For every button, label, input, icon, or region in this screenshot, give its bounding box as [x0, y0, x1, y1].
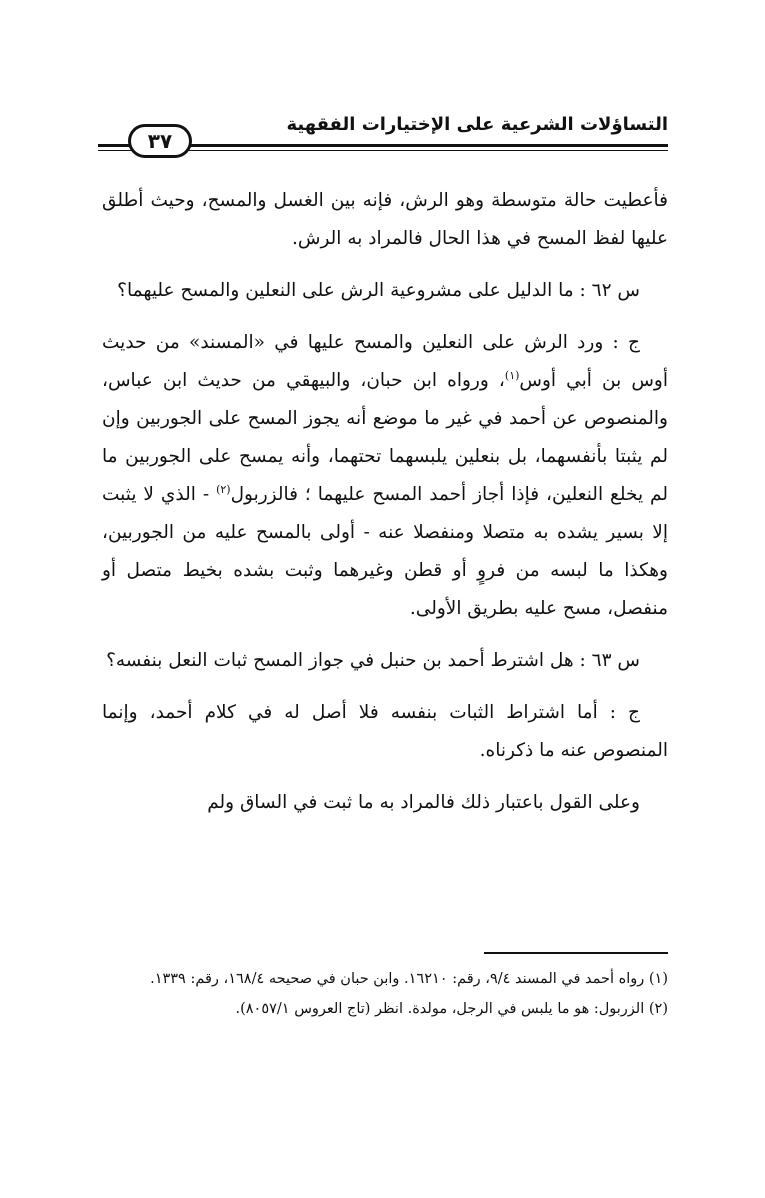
- answer-63: ج : أما اشتراط الثبات بنفسه فلا أصل له في كلام أحمد، وإنما المنصوص عنه ما ذكرناه.: [102, 702, 668, 761]
- page-number: ٣٧: [128, 124, 192, 158]
- footnote-ref-2: (٢): [216, 482, 231, 496]
- footnote-1: (١) رواه أحمد في المسند ٩/٤، رقم: ١٦٢١٠. وابن حبان في صحيحه ١٦٨/٤، رقم: ١٣٣٩.: [150, 971, 668, 987]
- answer-62-part-2: ، ورواه ابن حبان، والبيهقي من حديث ابن عباس، والمنصوص عن أحمد في غير ما موضع أنه يجوز المسح على الجوربين وإن لم يثبتا بأنفسهما، بل بنعلين يلبسهما تحتهما، وأنه يمسح على الجوربين ما لم يخلع النعلين، فإذا أجاز أحمد المسح عليهما ؛ فالزربول: [102, 370, 668, 505]
- paragraph-continuation: فأعطيت حالة متوسطة وهو الرش، فإنه بين الغسل والمسح، وحيث أطلق عليها لفظ المسح في هذا الحال فالمراد به الرش.: [102, 190, 668, 249]
- footnote-2: (٢) الزربول: هو ما يلبس في الرجل، مولدة. انظر (تاج العروس ٨٠٥٧/١).: [235, 1001, 668, 1017]
- question-62: س ٦٢ : ما الدليل على مشروعية الرش على النعلين والمسح عليهما؟: [117, 280, 640, 301]
- paragraph-continues: وعلى القول باعتبار ذلك فالمراد به ما ثبت في الساق ولم: [207, 792, 640, 813]
- answer-62-part-3: - الذي لا يثبت إلا بسير يشده به متصلا ومنفصلا عنه - أولى بالمسح عليه من الجوربين، وهكذا ما لبسه من فروٍ أو قطن وغيرهما وثبت بشده بخيط متصل أو منفصل، مسح عليه بطريق الأولى.: [102, 484, 668, 619]
- footnote-ref-1: (١): [504, 368, 520, 382]
- footnotes: [102, 964, 668, 1024]
- answer-62: [102, 324, 668, 628]
- running-header: [98, 112, 668, 160]
- answer-62-part-1: ج : ورد الرش على النعلين والمسح عليها في «المسند» من حديث أوس بن أبي أوس: [102, 332, 668, 391]
- running-title: التساؤلات الشرعية على الإختيارات الفقهية: [286, 114, 668, 135]
- footnote-separator: [484, 952, 668, 954]
- main-text: [102, 182, 668, 836]
- question-63: س ٦٣ : هل اشترط أحمد بن حنبل في جواز المسح ثبات النعل بنفسه؟: [106, 650, 640, 671]
